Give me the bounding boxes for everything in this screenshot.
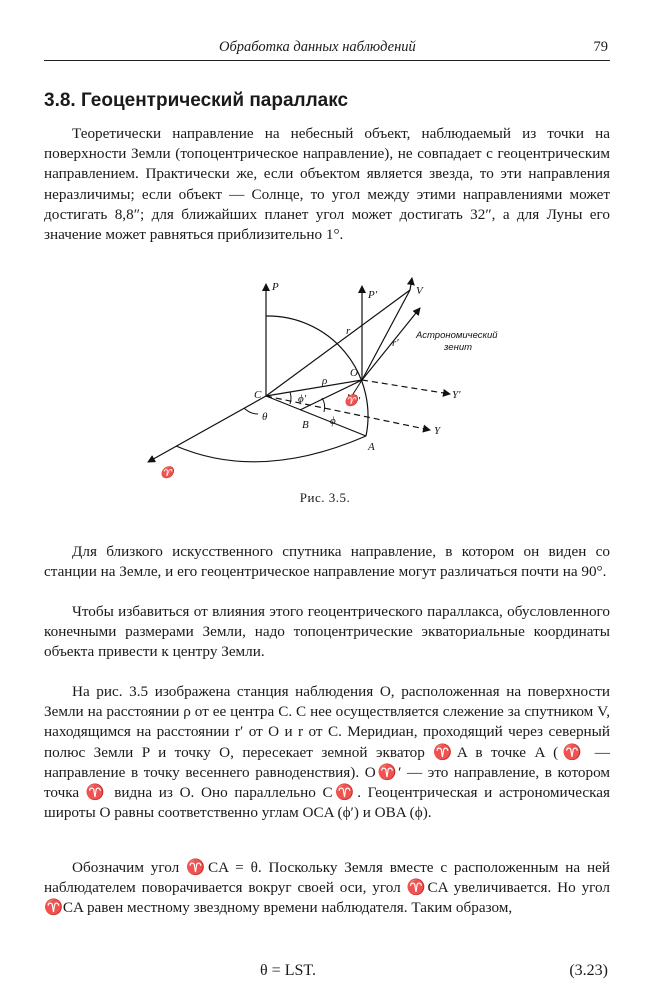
paragraph-satellite: Для близкого искусственного спутника направление, в котором он виден со станции на Земле, и его геоцентрическое направление могут различаться почти на 90°. xyxy=(44,543,610,581)
equation-3-23 xyxy=(44,962,610,984)
label-gamma: ♈ xyxy=(160,467,174,479)
paragraph-figure-description: На рис. 3.5 изображена станция наблюдения O, расположенная на поверхности Земли на расстоянии ρ от ее центра C. С нее осуществляется слежение за спутником V, находящимся на расстоянии r′ от O и r от C. Меридиан, проходящий через северный полюс Земли P и точку O, пересекает земной экватор ♈A в точке A (♈ — направление в точку весеннего равноденствия). O♈′ — это направление, в котором точка ♈ видна из O. Оно параллельно C♈. Геоцентрическая и астрономическая широты O равны соответственно углам OCA (ϕ′) и OBA (ϕ). xyxy=(44,683,610,822)
line-C-gamma xyxy=(148,396,266,462)
line-OV xyxy=(362,290,410,380)
label-Y: Y xyxy=(434,425,441,437)
running-title: Обработка данных наблюдений xyxy=(219,39,416,55)
label-gamma-prime-small: ♈′ xyxy=(344,395,361,407)
paragraph-intro: Теоретически направление на небесный объект, наблюдаемый из точки на поверхности Земли (топоцентрическое направление), не совпадает с геоцентрическим направлением. Практически же, если объектом является звезда, то эти направления неразличимы; если объект — Солнце, то угол между этими направлениями может достигать 8,8″; для ближайших планет угол может достигать 32″, а для Луны его значение может равняться приблизительно 1°. xyxy=(44,125,610,244)
label-phi: ϕ xyxy=(330,415,336,427)
paragraph-theta-definition: Обозначим угол ♈CA = θ. Поскольку Земля вместе с расположенным на ней наблюдателем поворачивается вокруг своей оси, угол ♈CA увеличивается. Но угол ♈CA равен местному звездному времени наблюдателя. Таким образом, xyxy=(44,859,610,917)
line-OY-prime xyxy=(362,380,450,394)
label-rho: ρ xyxy=(322,375,328,387)
section-heading: 3.8. Геоцентрический параллакс xyxy=(44,90,349,111)
paragraph-reduction: Чтобы избавиться от влияния этого геоцентрического параллакса, обусловленного конечными размерами Земли, надо топоцентрические экваториальные координаты объекта привести к центру Земли. xyxy=(44,603,610,661)
angle-phi-prime-arc xyxy=(290,392,291,404)
label-P: P xyxy=(272,281,279,293)
equation-number: (3.23) xyxy=(569,962,608,979)
label-C: C xyxy=(254,389,262,401)
arrow-V xyxy=(410,278,412,290)
label-phi-prime: ϕ′ xyxy=(298,393,307,405)
angle-phi-arc xyxy=(322,398,325,412)
parallax-diagram xyxy=(140,276,520,486)
label-Y-prime: Y′ xyxy=(452,389,461,401)
angle-theta-arc xyxy=(244,408,258,414)
label-theta: θ xyxy=(262,411,268,423)
equation-formula: θ = LST. xyxy=(260,962,316,979)
equator-arc xyxy=(176,436,366,462)
label-V: V xyxy=(416,285,423,297)
label-A: A xyxy=(368,441,375,453)
page-number: 79 xyxy=(593,39,608,55)
label-zenith-line1: Астрономический xyxy=(416,330,498,341)
label-r-prime: r′ xyxy=(392,337,399,349)
label-zenith-line2: зенит xyxy=(444,342,473,353)
figure-caption: Рис. 3.5. xyxy=(299,490,351,505)
label-B: B xyxy=(302,419,309,431)
label-P-prime: P′ xyxy=(368,289,378,301)
line-CV xyxy=(266,290,410,396)
label-r: r xyxy=(346,325,351,337)
figure-3-5 xyxy=(140,276,520,486)
line-CO xyxy=(266,380,362,396)
running-header xyxy=(44,38,610,61)
label-O: O xyxy=(350,367,358,379)
